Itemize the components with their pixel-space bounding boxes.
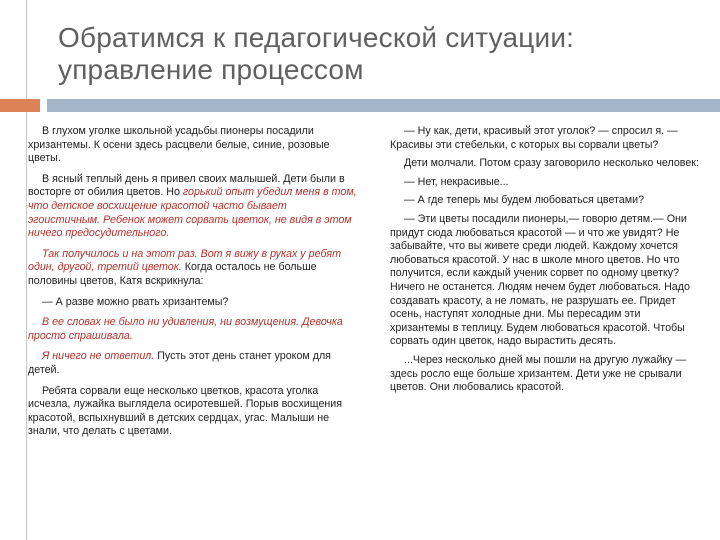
left-paragraph-2-emphasis: горький опыт убедил меня в том, что детское восхищение красотой часто бывает эгоистичным. Ребенок может сорвать цветок, не видя в этом ничего предосудительного. xyxy=(28,186,357,240)
slide-title xyxy=(58,22,698,86)
left-paragraph-7: Ребята сорвали еще несколько цветков, красота уголка исчезла, лужайка выглядела осиротевшей. Порыв восхищения красотой, вспыхнувший в детских сердцах, угас. Малыши не знали, что делать с цветами. xyxy=(28,384,343,438)
left-paragraph-2-plain: В ясный теплый день я привел своих малышей. Дети были в восторге от обилия цветов. Но xyxy=(28,172,345,199)
left-paragraph-4: — А разве можно рвать хризантемы? xyxy=(42,295,229,308)
left-paragraph-3-plain: Когда осталось не больше половины цветов, Катя вскрикнула: xyxy=(28,261,317,287)
divider-accent-orange xyxy=(0,99,40,112)
left-text-column xyxy=(28,125,358,446)
title-line-2: управление процессом xyxy=(58,54,364,85)
right-paragraph-1: — Ну как, дети, красивый этот уголок? — спросил я. — Красивы эти стебельки, с которых вы сорвали цветы? xyxy=(390,125,678,151)
left-border-line xyxy=(26,0,27,540)
left-paragraph-3-emphasis: Так получилось и на этот раз. Вот я вижу в руках у ребят один, другой, третий цветок. xyxy=(28,247,342,274)
divider-accent-blue xyxy=(47,99,720,112)
title-line-1: Обратимся к педагогической ситуации: xyxy=(58,22,575,53)
left-paragraph-6-plain: Пусть этот день станет уроком для детей. xyxy=(28,350,331,376)
left-paragraph-6-emphasis: Я ничего не ответил. xyxy=(42,350,155,363)
left-paragraph-1: В глухом уголке школьной усадьбы пионеры посадили хризантемы. К осени здесь расцвели белые, синие, розовые цветы. xyxy=(28,125,330,165)
left-paragraph-3 xyxy=(28,248,358,289)
right-paragraph-4: — А где теперь мы будем любоваться цветами? xyxy=(404,194,645,207)
left-paragraph-6 xyxy=(28,350,358,377)
right-text-column xyxy=(390,125,700,400)
right-paragraph-2: Дети молчали. Потом сразу заговорило несколько человек: xyxy=(404,157,699,170)
right-paragraph-6: ...Через несколько дней мы пошли на другую лужайку — здесь росло еще больше хризантем. Дети уже не срывали цветов. Они любовались красотой. xyxy=(390,353,687,394)
left-paragraph-2 xyxy=(28,173,358,241)
left-paragraph-5: В ее словах не было ни удивления, ни возмущения. Девочка просто спрашивала. xyxy=(28,316,343,342)
right-paragraph-5: — Эти цветы посадили пионеры,— говорю детям.— Они придут сюда любоваться красотой — и что же увидят? Не забывайте, что вы живете среди людей. Каждому хочется любоваться красотой. У нас в школе много цветов. Но что получится, если каждый ученик сорвет по одному цветку? Ничего не останется. Людям нечем будет любоваться. Надо создавать красоту, а не ломать, не разрушать ее. Придет осень, наступят холодные дни. Мы пересадим эти хризантемы в теплицу. Будем любоваться красотой. Чтобы сорвать один цветок, надо вырастить десять. xyxy=(390,212,690,348)
right-paragraph-3: — Нет, некрасивые... xyxy=(404,175,509,188)
